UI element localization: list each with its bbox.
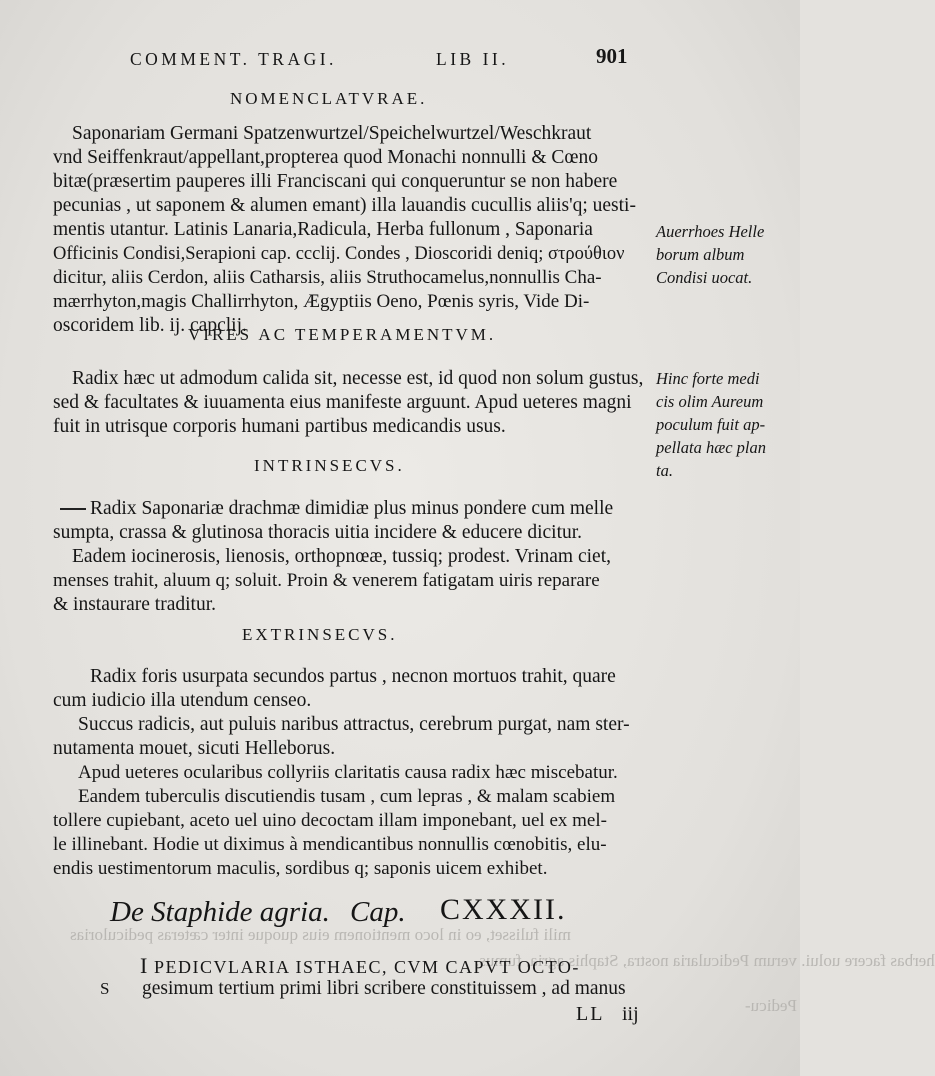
drop-initial: I bbox=[140, 953, 148, 978]
margin-note-line: ta. bbox=[656, 461, 673, 480]
chapter-number: CXXXII. bbox=[440, 893, 567, 926]
text-line: endis uestimentorum maculis, sordibus q; saponis uicem exhibet. bbox=[53, 858, 548, 879]
bleed-through-line: herbas facere uolui. verum Pedicularia nostra, Staphis agria, fumus, bbox=[475, 951, 935, 970]
margin-note-line: poculum fuit ap- bbox=[656, 415, 766, 434]
text-line: dicitur, aliis Cerdon, aliis Catharsis, aliis Struthocamelus,nonnullis Cha- bbox=[53, 267, 602, 288]
text-line: sumpta, crassa & glutinosa thoracis uitia incidere & educere dicitur. bbox=[53, 522, 583, 543]
section-heading-intrinsecus: INTRINSECVS. bbox=[254, 456, 405, 475]
text-line: oscoridem lib. ij. capclij. bbox=[53, 315, 247, 336]
text-line: Eadem iocinerosis, lienosis, orthopnœæ, tussiq; prodest. Vrinam ciet, bbox=[72, 546, 611, 567]
text-line: gesimum tertium primi libri scribere constituissem , ad manus bbox=[142, 978, 626, 999]
text-line: Eandem tuberculis discutiendis tusam , cum lepras , & malam scabiem bbox=[78, 786, 616, 807]
side-letter: S bbox=[100, 979, 110, 998]
text-line: Succus radicis, aut puluis naribus attractus, cerebrum purgat, nam ster- bbox=[78, 714, 630, 735]
margin-note-line: borum album bbox=[656, 245, 745, 264]
chapter-title: De Staphide agria. bbox=[110, 896, 330, 928]
catchword: iij bbox=[622, 1003, 639, 1025]
section-heading-extrinsecus: EXTRINSECVS. bbox=[242, 625, 398, 644]
text-line: le illinebant. Hodie ut diximus à mendicantibus nonnullis cœnobitis, elu- bbox=[53, 834, 607, 855]
signature-mark: LL bbox=[576, 1003, 605, 1025]
text-line: fuit in utrisque corporis humani partibus medicandis usus. bbox=[53, 416, 506, 437]
paragraph-dash bbox=[60, 508, 86, 510]
text-line: Radix Saponariæ drachmæ dimidiæ plus minus pondere cum melle bbox=[90, 498, 614, 519]
margin-note-line: Condisi uocat. bbox=[656, 268, 753, 287]
text-line: Radix foris usurpata secundos partus , necnon mortuos trahit, quare bbox=[90, 666, 616, 687]
text-line: tollere cupiebant, aceto uel uino decoctam illam imponebant, uel ex mel- bbox=[53, 810, 607, 831]
text-line: mentis utantur. Latinis Lanaria,Radicula, Herba fullonum , Saponaria bbox=[53, 219, 593, 240]
text-line: & instaurare traditur. bbox=[53, 594, 216, 615]
text-line: menses trahit, aluum q; soluit. Proin & venerem fatigatam uiris reparare bbox=[53, 570, 600, 591]
text-line: Apud ueteres ocularibus collyriis claritatis causa radix hæc miscebatur. bbox=[78, 762, 618, 783]
section-heading-vires: VIRES AC TEMPERAMENTVM. bbox=[188, 325, 497, 344]
text-line: cum iudicio illa utendum censeo. bbox=[53, 690, 312, 711]
text-line: vnd Seiffenkraut/appellant,propterea quod Monachi nonnulli & Cœno bbox=[53, 147, 598, 168]
text-line: PEDICVLARIA ISTHAEC, CVM CAPVT OCTO- bbox=[154, 957, 580, 977]
text-line: pecunias , ut saponem & alumen emant) illa lauandis cucullis aliis'q; uesti- bbox=[53, 195, 636, 216]
bleed-through-line: mili fulisset, eo in loco mentionem eius quoque inter cæteras pediculorias bbox=[70, 925, 571, 944]
text-line: Radix hæc ut admodum calida sit, necesse est, id quod non solum gustus, bbox=[72, 368, 644, 389]
margin-note-line: pellata hæc plan bbox=[656, 438, 766, 457]
margin-note-line: cis olim Aureum bbox=[656, 392, 764, 411]
text-line: sed & facultates & iuuamenta eius manifeste arguunt. Apud ueteres magni bbox=[53, 392, 632, 413]
text-line: nutamenta mouet, sicuti Helleborus. bbox=[53, 738, 336, 759]
book-number: LIB II. bbox=[436, 49, 510, 69]
text-line: mærrhyton,magis Challirrhyton, Ægyptiis Oeno, Pœnis syris, Vide Di- bbox=[53, 291, 590, 312]
text-line: Saponariam Germani Spatzenwurtzel/Speichelwurtzel/Weschkraut bbox=[72, 123, 592, 144]
text-line: Officinis Condisi,Serapioni cap. ccclij. Condes , Dioscoridi deniq; στρούθιον bbox=[53, 244, 625, 264]
margin-note-line: Auerrhoes Helle bbox=[656, 222, 765, 241]
bleed-through-line: Pedicu- bbox=[745, 996, 797, 1015]
chapter-cap-label: Cap. bbox=[350, 896, 406, 928]
running-head: COMMENT. TRAGI. bbox=[130, 49, 337, 69]
margin-note-line: Hinc forte medi bbox=[656, 369, 760, 388]
text-line: bitæ(præsertim pauperes illi Franciscani qui conqueruntur se non habere bbox=[53, 171, 618, 192]
page-number: 901 bbox=[596, 44, 628, 68]
section-heading-nomenclature: NOMENCLATVRAE. bbox=[230, 89, 428, 108]
